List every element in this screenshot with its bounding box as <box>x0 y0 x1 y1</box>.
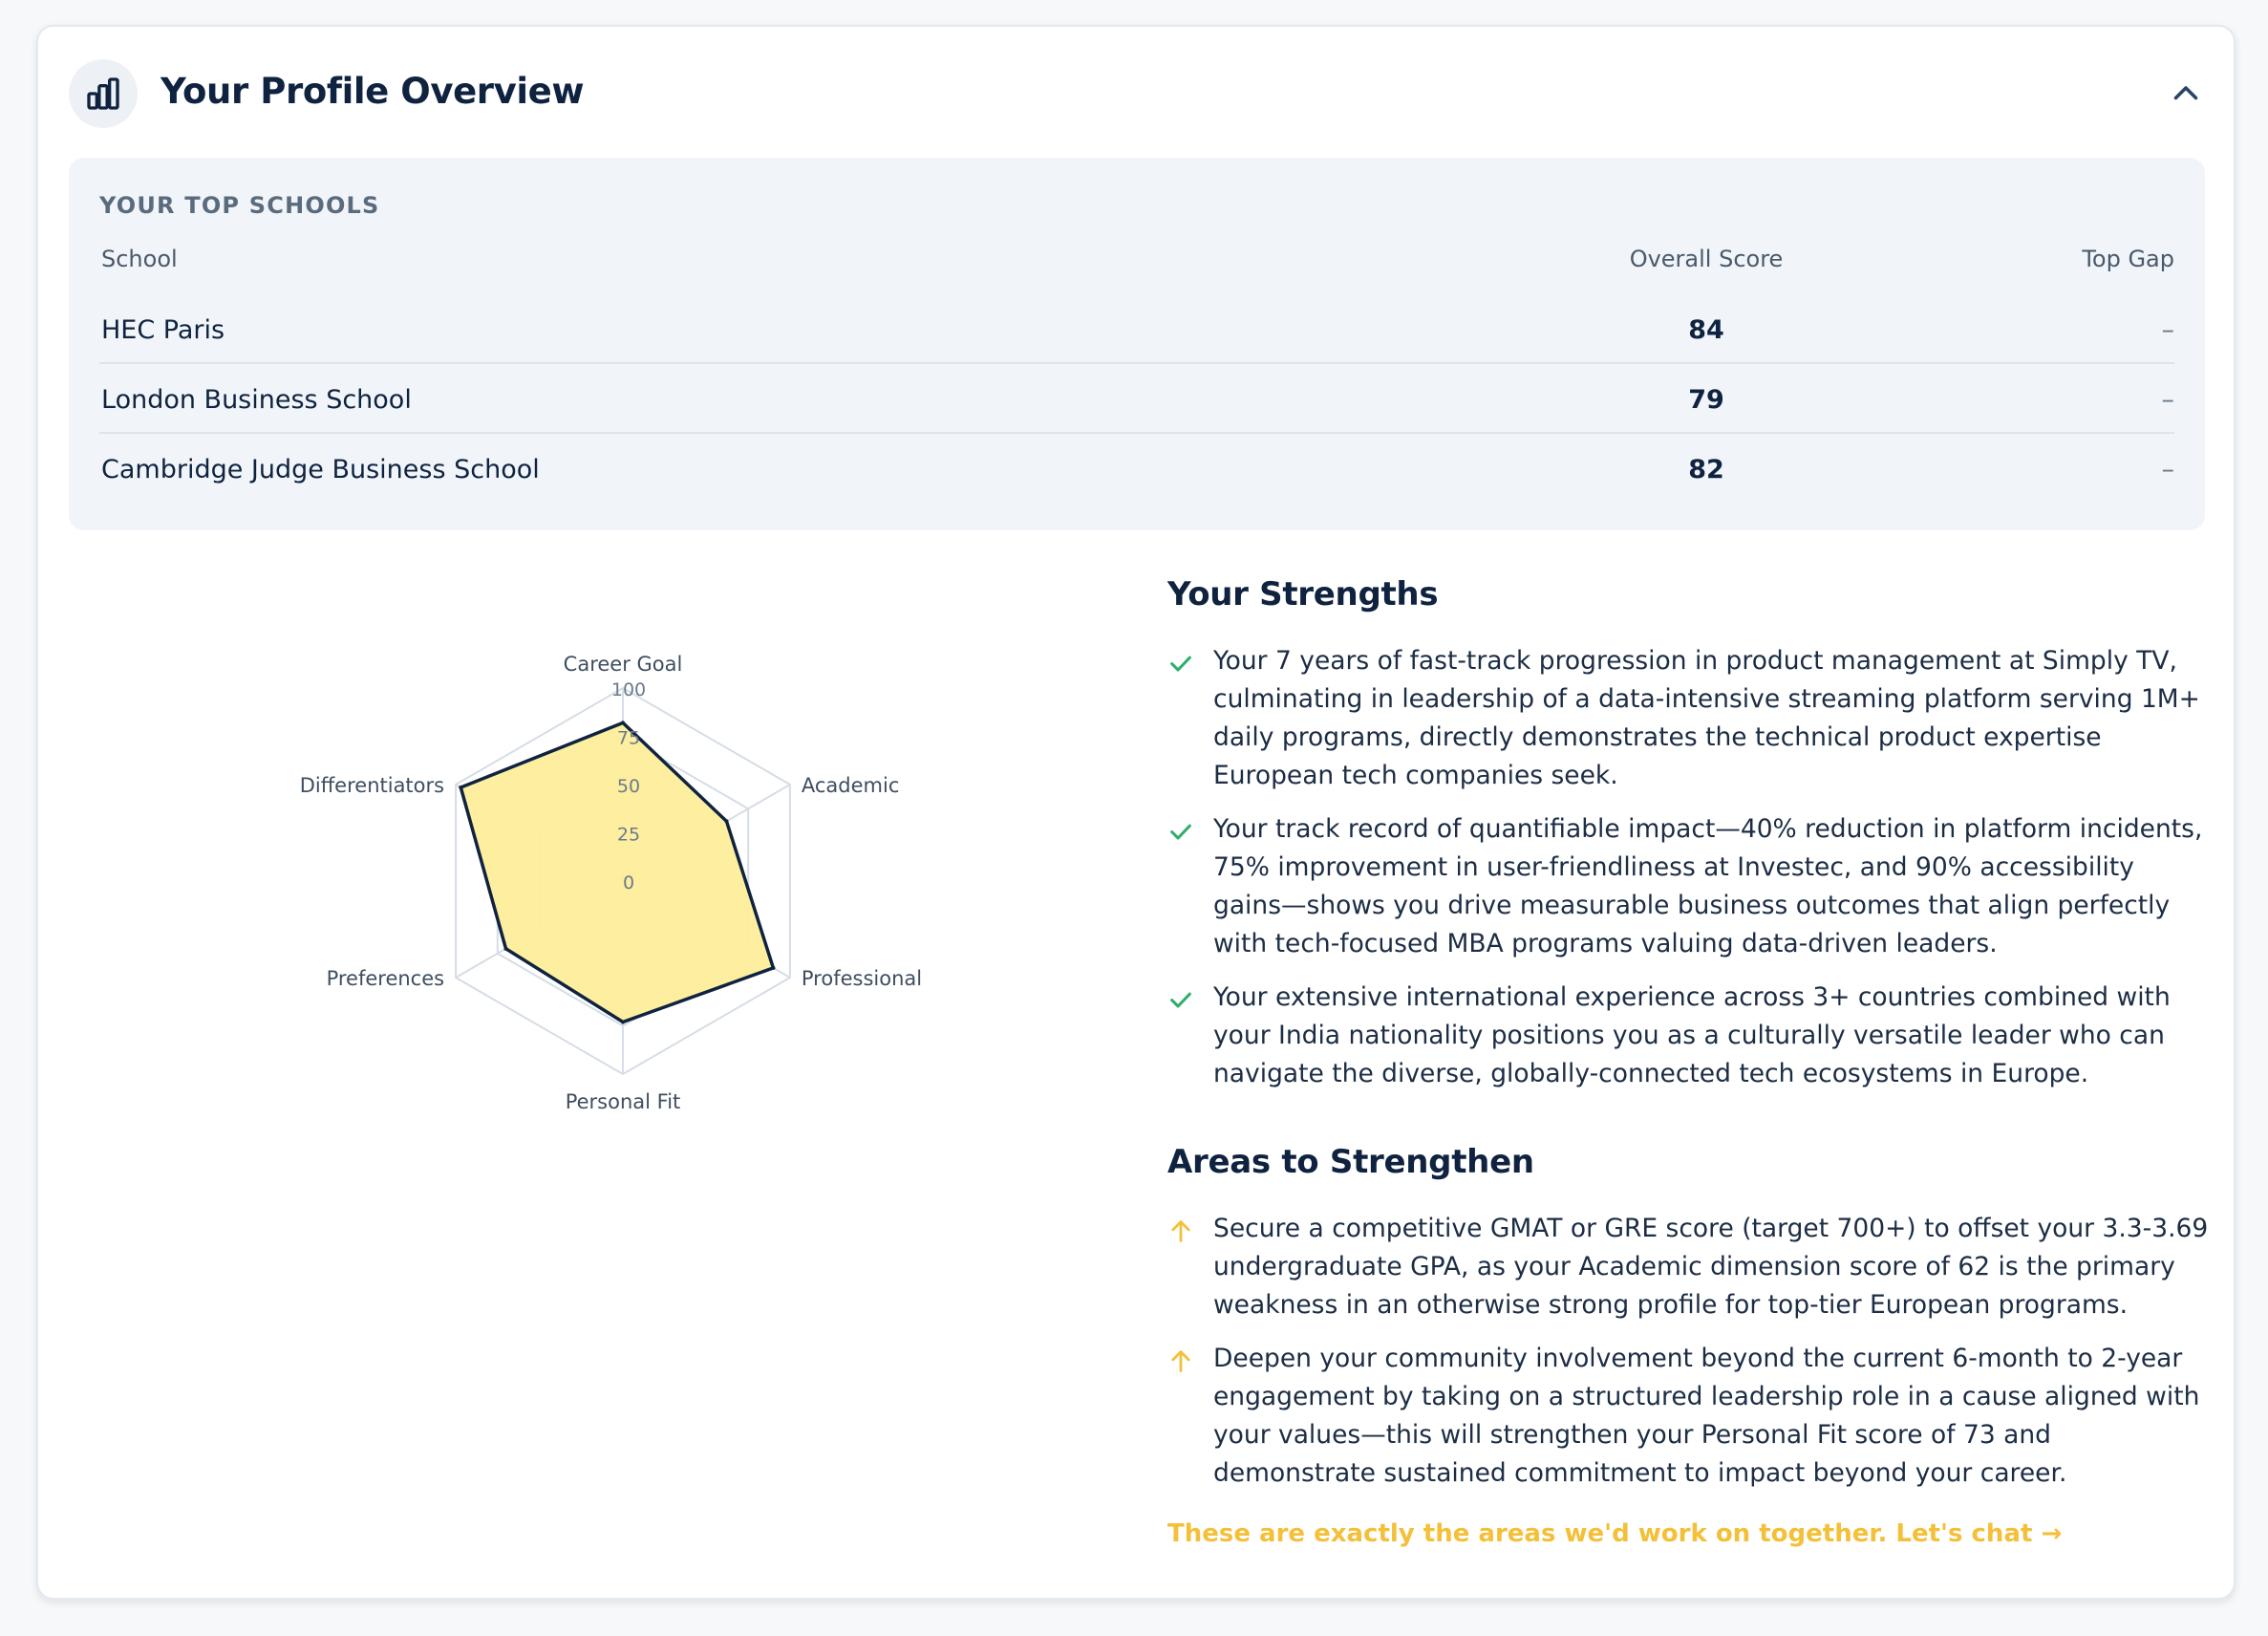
radar-tick-label: 50 <box>616 776 641 797</box>
strengths-list <box>1167 642 2209 1093</box>
school-score: 82 <box>1688 455 1724 484</box>
school-gap: – <box>2161 455 2174 484</box>
top-schools-label: YOUR TOP SCHOOLS <box>99 192 380 219</box>
check-icon <box>1167 650 1194 677</box>
bar-chart-icon <box>69 59 138 128</box>
school-name: HEC Paris <box>101 315 225 345</box>
strength-item <box>1167 810 2209 963</box>
strength-item <box>1167 979 2209 1093</box>
arrow-up-icon <box>1167 1217 1194 1244</box>
radar-axis-label: Differentiators <box>299 774 445 797</box>
arrow-up-icon <box>1167 1347 1194 1374</box>
check-icon <box>1167 818 1194 845</box>
radar-data-point <box>771 966 775 970</box>
radar-tick-label: 75 <box>616 727 641 749</box>
top-schools-panel <box>69 158 2205 530</box>
radar-data-point <box>459 786 462 789</box>
strength-text: Your 7 years of fast-track progression in product management at Simply TV, culminating in leadership of a data-intensive streaming platform serving 1M+ daily programs, directly demonstrates the technical product expertise European tech companies seek. <box>1213 646 2200 790</box>
school-score: 79 <box>1688 385 1724 415</box>
table-row[interactable] <box>99 434 2174 504</box>
card-header <box>38 27 2234 161</box>
check-icon <box>1167 986 1194 1013</box>
radar-axis-label: Professional <box>801 967 923 990</box>
radar-data-point <box>621 1021 625 1024</box>
column-header-score: Overall Score <box>1629 246 1784 272</box>
strength-text: Your extensive international experience across 3+ countries combined with your India nationality positions you as a culturally versatile leader who can navigate the diverse, globally-connected tech ecosystems in Europe. <box>1213 982 2171 1088</box>
radar-data-point <box>504 947 508 951</box>
radar-axis-label: Personal Fit <box>565 1090 681 1113</box>
collapse-button[interactable] <box>2165 73 2207 115</box>
page-title: Your Profile Overview <box>160 71 585 112</box>
school-score: 84 <box>1688 315 1724 345</box>
lets-chat-link[interactable]: These are exactly the areas we'd work on together. Let's chat → <box>1167 1519 2063 1548</box>
area-text: Deepen your community involvement beyond the current 6-month to 2-year engagement by taking on a structured leadership role in a cause aligned with your values—this will strengthen your Personal Fit score of 73 and demonstrate sustained commitment to impact beyond your career. <box>1213 1344 2200 1488</box>
school-name: Cambridge Judge Business School <box>101 455 540 484</box>
areas-list <box>1167 1210 2209 1493</box>
column-header-school: School <box>101 246 178 272</box>
school-gap: – <box>2161 315 2174 345</box>
radar-tick-label: 0 <box>622 872 635 893</box>
chevron-up-icon <box>2169 76 2203 111</box>
school-name: London Business School <box>101 385 412 415</box>
table-row[interactable] <box>99 294 2174 364</box>
radar-tick-label: 25 <box>616 824 641 846</box>
radar-series-area <box>460 722 773 1022</box>
radar-axis-label: Academic <box>801 774 900 797</box>
radar-data-point <box>725 819 729 823</box>
profile-radar-chart <box>191 581 955 1173</box>
area-item <box>1167 1210 2209 1324</box>
radar-tick-label: 100 <box>610 679 647 700</box>
area-item <box>1167 1340 2209 1493</box>
area-text: Secure a competitive GMAT or GRE score (target 700+) to offset your 3.3-3.69 undergraduate GPA, as your Academic dimension score of 62 is the primary weakness in an otherwise strong profile for top-tier European programs. <box>1213 1214 2209 1320</box>
column-header-gap: Top Gap <box>2082 246 2174 272</box>
radar-axis-label: Preferences <box>326 967 445 990</box>
areas-title: Areas to Strengthen <box>1167 1143 1534 1181</box>
strength-text: Your track record of quantifiable impact—40% reduction in platform incidents, 75% improvement in user-friendliness at Investec, and 90% accessibility gains—shows you drive measurable business outcomes that align perfectly with tech-focused MBA programs valuing data-driven leaders. <box>1213 814 2203 958</box>
profile-overview-card <box>36 25 2236 1600</box>
strength-item <box>1167 642 2209 795</box>
insights-panel <box>1167 575 2209 1548</box>
radar-data-point <box>621 721 625 724</box>
table-row[interactable] <box>99 364 2174 434</box>
radar-axis-label: Career Goal <box>563 653 683 676</box>
strengths-title: Your Strengths <box>1167 575 1439 614</box>
school-gap: – <box>2161 385 2174 415</box>
